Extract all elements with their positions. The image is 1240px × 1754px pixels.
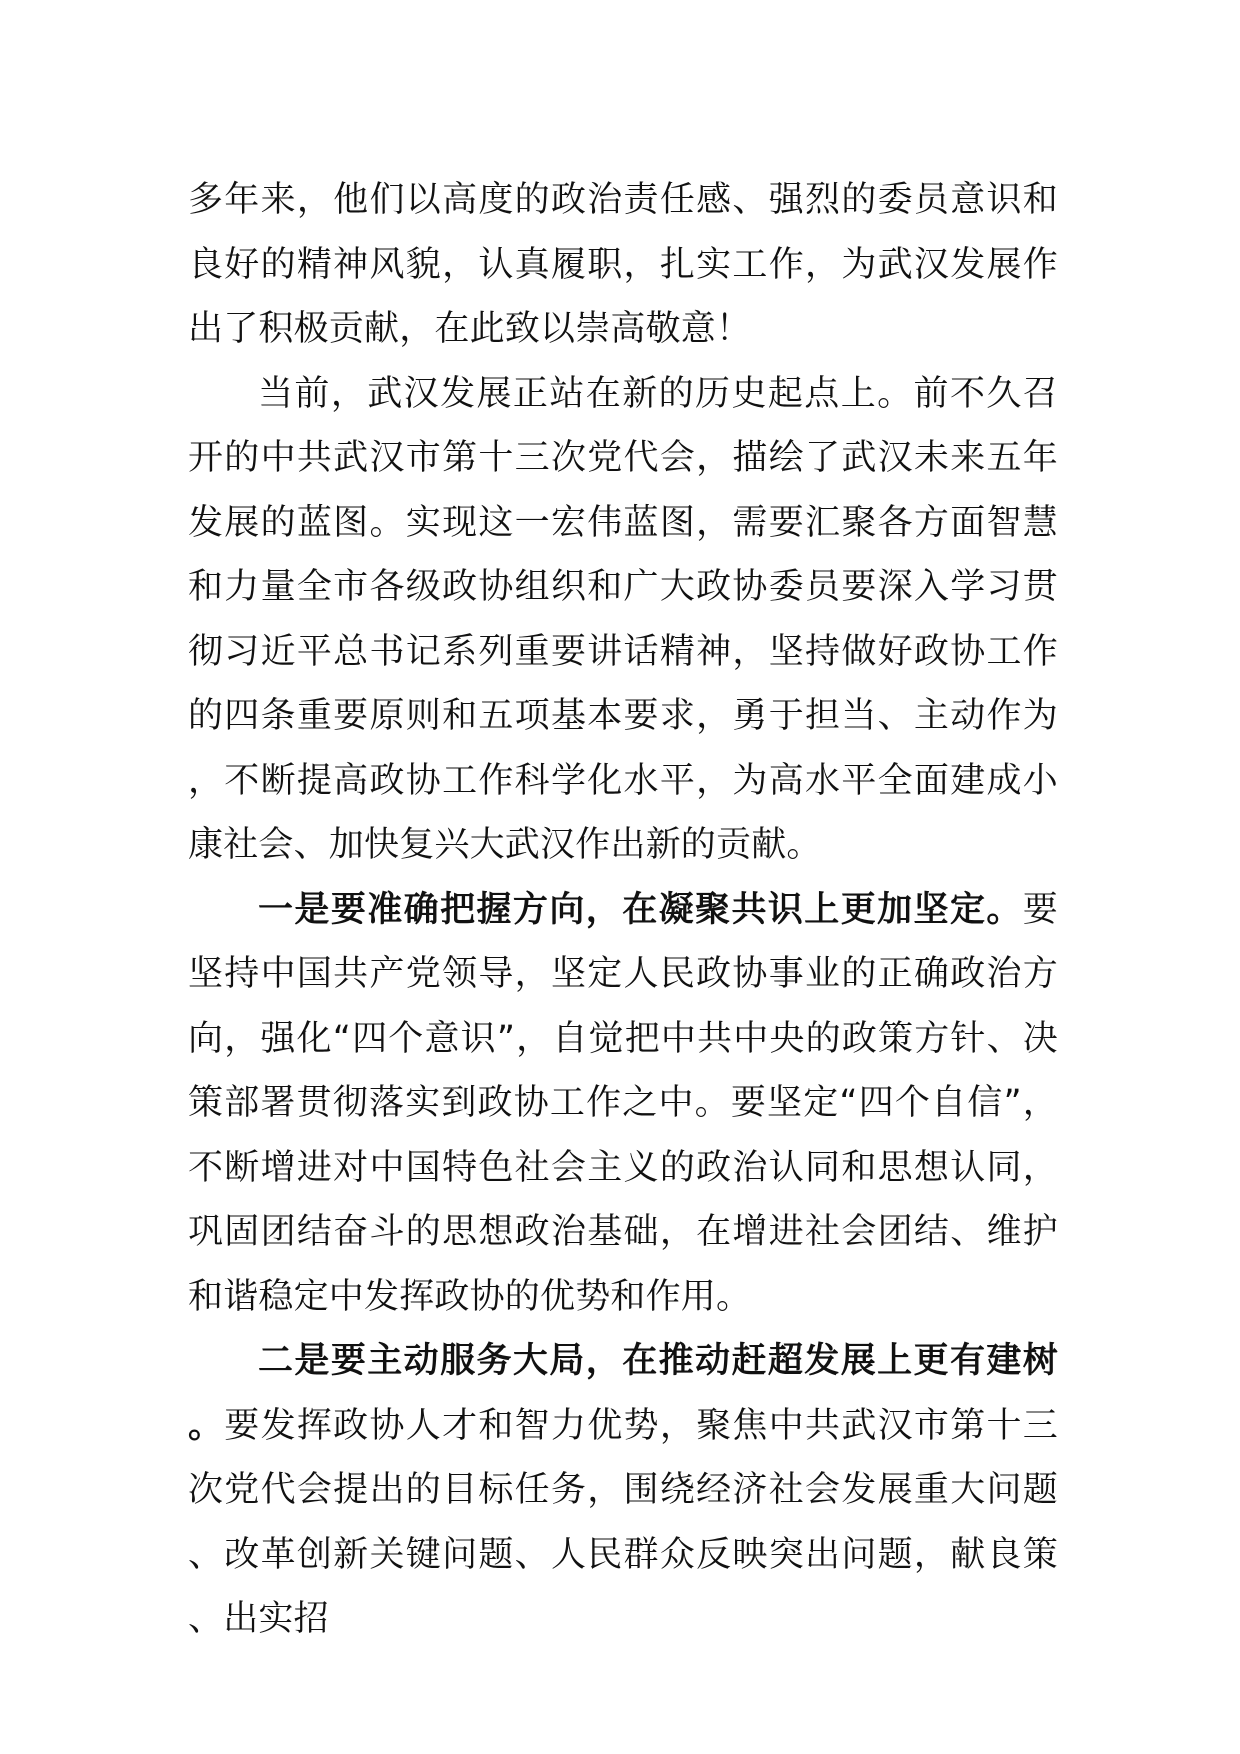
paragraph-4 [188,1329,1058,1652]
paragraph-1-text: 多年来，他们以高度的政治责任感、强烈的委员意识和良好的精神风貌，认真履职，扎实工作，为武汉发展作出了积极贡献，在此致以崇高敬意！ [188,180,1058,349]
paragraph-4-lead: 二是要主动服务大局，在推动赶超发展上更有建树。 [188,1341,1058,1446]
paragraph-3 [188,878,1058,1330]
paragraph-2 [188,362,1058,878]
paragraph-1 [188,168,1058,362]
paragraph-2-text: 当前，武汉发展正站在新的历史起点上。前不久召开的中共武汉市第十三次党代会，描绘了武汉未来五年发展的蓝图。实现这一宏伟蓝图，需要汇聚各方面智慧和力量全市各级政协组织和广大政协委员要深入学习贯彻习近平总书记系列重要讲话精神，坚持做好政协工作的四条重要原则和五项基本要求，勇于担当、主动作为，不断提高政协工作科学化水平，为高水平全面建成小康社会、加快复兴大武汉作出新的贡献。 [188,373,1058,865]
paragraph-4-text: 要发挥政协人才和智力优势，聚焦中共武汉市第十三次党代会提出的目标任务，围绕经济社会发展重大问题、改革创新关键问题、人民群众反映突出问题，献良策、出实招 [188,1405,1058,1639]
paragraph-3-text: 要坚持中国共产党领导，坚定人民政协事业的正确政治方向，强化“四个意识”，自觉把中共中央的政策方针、决策部署贯彻落实到政协工作之中。要坚定“四个自信”，不断增进对中国特色社会主义的政治认同和思想认同，巩固团结奋斗的思想政治基础，在增进社会团结、维护和谐稳定中发挥政协的优势和作用。 [188,889,1058,1317]
paragraph-3-lead: 一是要准确把握方向，在凝聚共识上更加坚定。 [258,889,1023,930]
document-body [188,168,1058,1652]
